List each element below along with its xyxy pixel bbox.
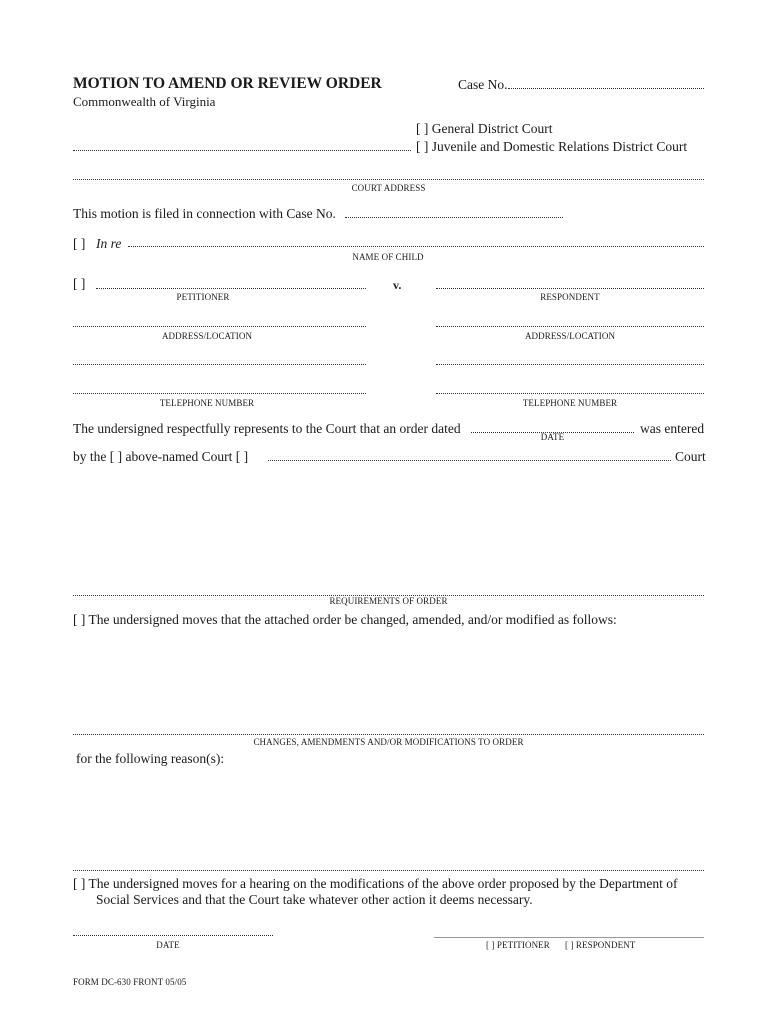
signature-line[interactable] (434, 937, 704, 938)
in-re-label: In re (96, 236, 122, 251)
versus-label: v. (393, 278, 402, 292)
petitioner-address-line2[interactable] (73, 364, 366, 365)
respondent-phone-field[interactable] (436, 393, 704, 394)
court-label: Court (675, 449, 706, 464)
was-entered-text: was entered (640, 421, 705, 436)
by-the-court-text[interactable]: by the [ ] above-named Court [ ] (73, 449, 249, 464)
juvenile-court-option[interactable]: [ ] Juvenile and Domestic Relations District Court (416, 139, 688, 154)
court-address-field[interactable] (73, 179, 704, 180)
petitioner-signature-option[interactable]: [ ] PETITIONER (486, 940, 550, 950)
respondent-field[interactable] (436, 288, 704, 289)
respondent-signature-option[interactable]: [ ] RESPONDENT (565, 940, 636, 950)
other-court-field[interactable] (268, 460, 671, 461)
respondent-caption: RESPONDENT (540, 292, 600, 302)
petitioner-phone-field[interactable] (73, 393, 366, 394)
signature-date-caption: DATE (156, 940, 180, 950)
petitioner-address-field[interactable] (73, 326, 366, 327)
respondent-phone-caption: TELEPHONE NUMBER (522, 398, 618, 408)
in-re-checkbox[interactable]: [ ] (73, 236, 86, 251)
petitioner-field[interactable] (96, 288, 366, 289)
parties-checkbox[interactable]: [ ] (73, 276, 86, 291)
court-address-caption: COURT ADDRESS (351, 183, 426, 193)
case-connection-text: This motion is filed in connection with Case No. (73, 206, 336, 221)
form-title: MOTION TO AMEND OR REVIEW ORDER (73, 75, 382, 92)
petitioner-caption: PETITIONER (176, 292, 230, 302)
requirements-caption: REQUIREMENTS OF ORDER (329, 596, 448, 606)
order-statement: The undersigned respectfully represents to the Court that an order dated (73, 421, 461, 436)
changes-field[interactable] (73, 734, 704, 735)
case-no-field[interactable] (508, 88, 704, 89)
court-name-field[interactable] (73, 150, 411, 151)
general-district-court-option[interactable]: [ ] General District Court (416, 121, 553, 136)
respondent-address-field[interactable] (436, 326, 704, 327)
modification-request[interactable]: [ ] The undersigned moves that the attached order be changed, amended, and/or modified as follows: (73, 612, 617, 627)
changes-caption: CHANGES, AMENDMENTS AND/OR MODIFICATIONS TO ORDER (253, 737, 524, 747)
respondent-address-line2[interactable] (436, 364, 704, 365)
petitioner-phone-caption: TELEPHONE NUMBER (159, 398, 255, 408)
hearing-request-line1[interactable]: [ ] The undersigned moves for a hearing on the modifications of the above order proposed by the Department of (73, 876, 678, 891)
reasons-field[interactable] (73, 870, 704, 871)
form-id: FORM DC-630 FRONT 05/05 (73, 977, 187, 987)
case-no-label: Case No. (458, 77, 508, 92)
form-subtitle: Commonwealth of Virginia (73, 94, 216, 109)
reasons-label: for the following reason(s): (76, 751, 225, 766)
child-name-field[interactable] (128, 246, 704, 247)
child-name-caption: NAME OF CHILD (352, 252, 424, 262)
hearing-request-line2: Social Services and that the Court take whatever other action it deems necessary. (96, 892, 533, 907)
respondent-address-caption: ADDRESS/LOCATION (524, 331, 616, 341)
petitioner-address-caption: ADDRESS/LOCATION (161, 331, 253, 341)
signature-date-field[interactable] (73, 935, 273, 936)
order-date-caption: DATE (540, 432, 565, 442)
connected-case-no-field[interactable] (345, 217, 563, 218)
